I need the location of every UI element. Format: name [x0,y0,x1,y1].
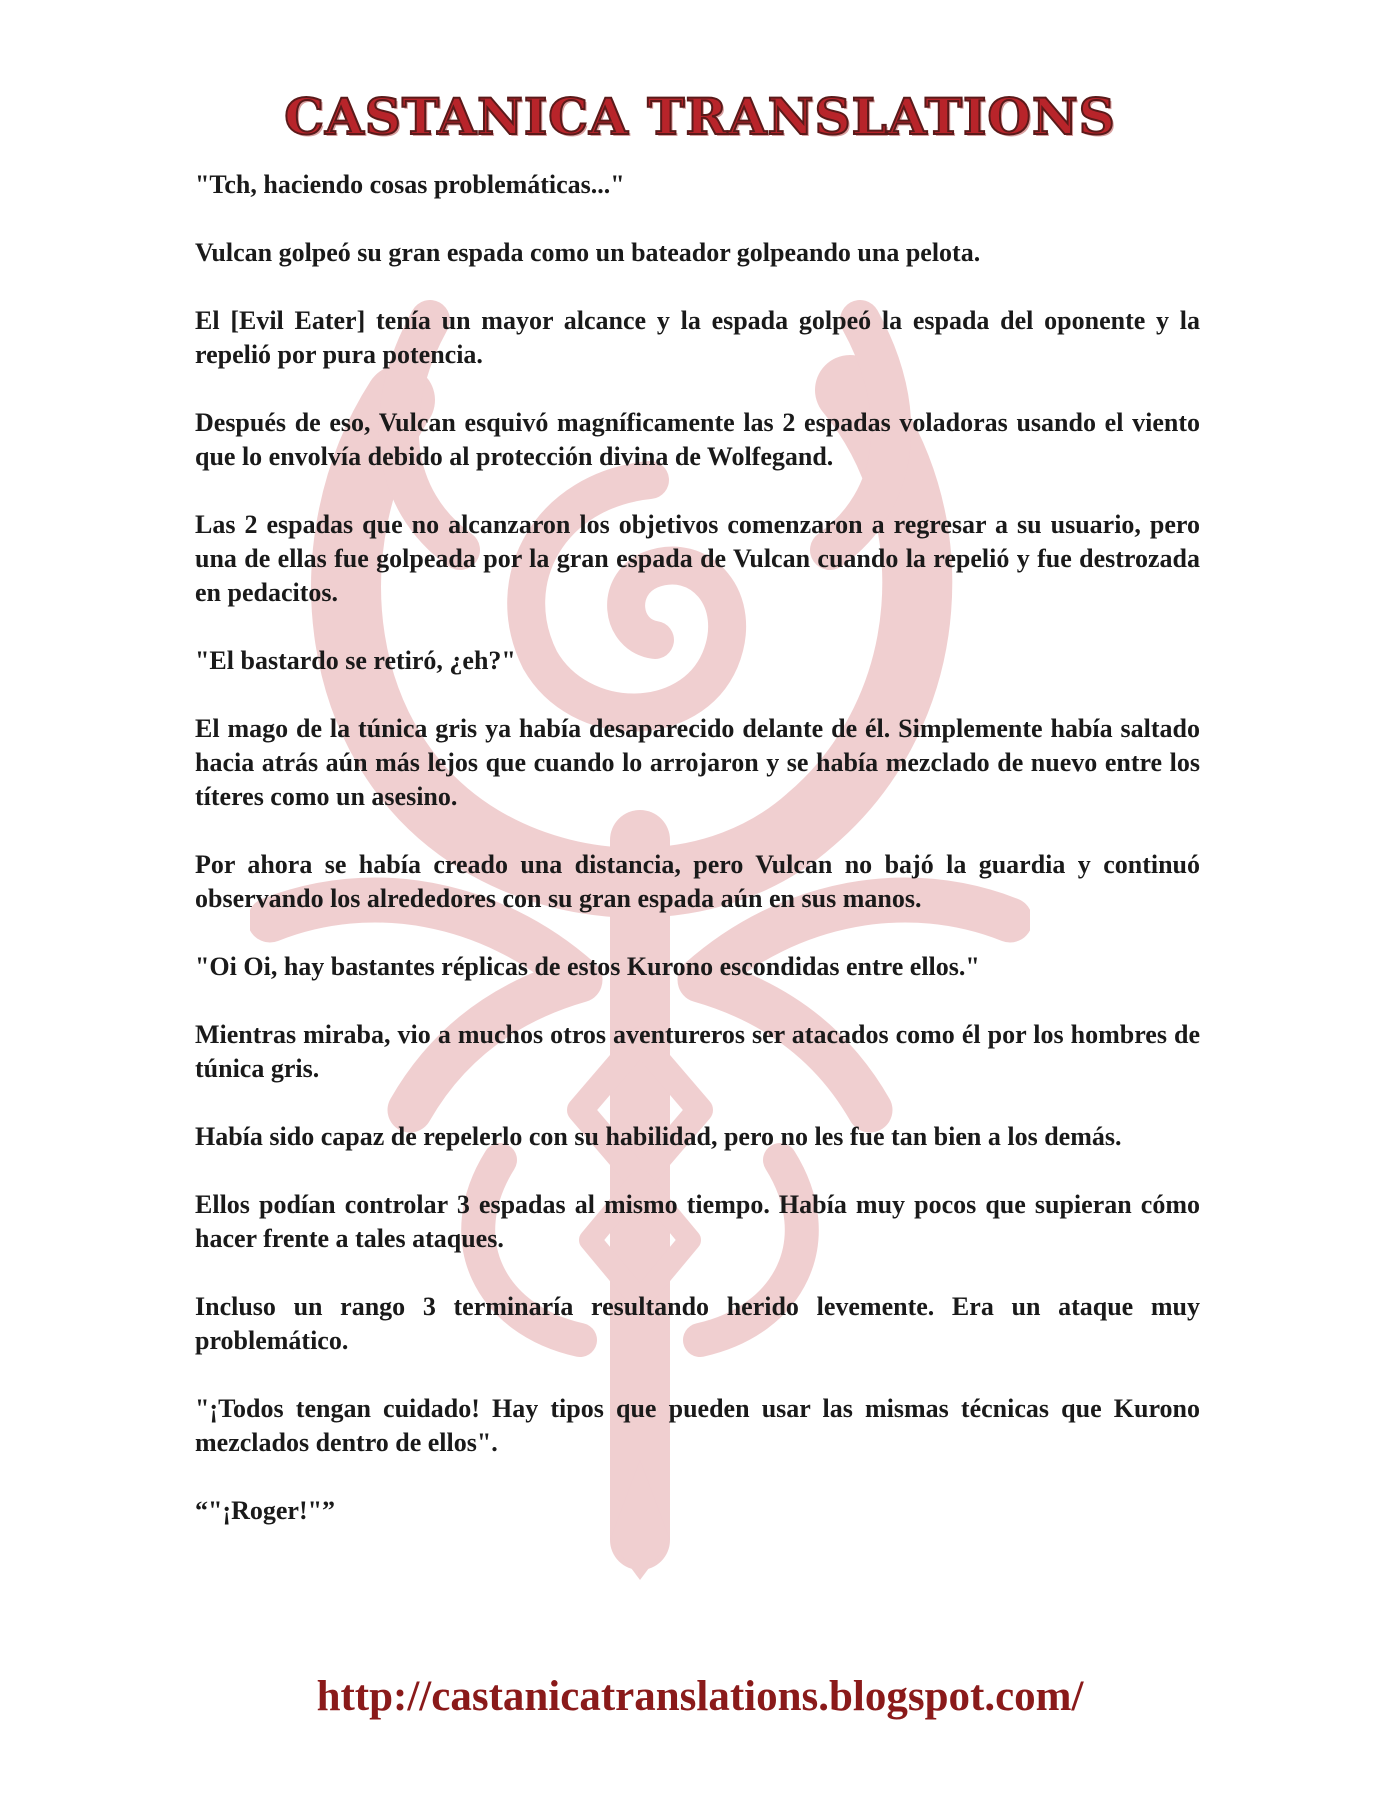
paragraph: Había sido capaz de repelerlo con su habilidad, pero no les fue tan bien a los demás. [195,1122,1122,1151]
paragraph: Por ahora se había creado una distancia, pero Vulcan no bajó la guardia y continuó observando los alrededores con su gran espada aún en sus manos. [195,850,1200,913]
paragraph: Las 2 espadas que no alcanzaron los objetivos comenzaron a regresar a su usuario, pero una de ellas fue golpeada por la gran espada de Vulcan cuando la repelió y fue destrozada en pedacitos. [195,510,1200,607]
site-title: CASTANICA TRANSLATIONS [284,87,1116,146]
paragraph: “"¡Roger!"” [195,1496,336,1525]
paragraph: "Oi Oi, hay bastantes réplicas de estos Kurono escondidas entre ellos." [195,952,980,981]
paragraph: "El bastardo se retiró, ¿eh?" [195,646,516,675]
paragraph: Incluso un rango 3 terminaría resultando herido levemente. Era un ataque muy problemático. [195,1292,1200,1355]
paragraph: "¡Todos tengan cuidado! Hay tipos que pueden usar las mismas técnicas que Kurono mezclados dentro de ellos". [195,1394,1200,1457]
paragraph: Ellos podían controlar 3 espadas al mismo tiempo. Había muy pocos que supieran cómo hacer frente a tales ataques. [195,1190,1200,1253]
paragraph: Mientras miraba, vio a muchos otros aventureros ser atacados como él por los hombres de túnica gris. [195,1020,1200,1083]
paragraph: El [Evil Eater] tenía un mayor alcance y la espada golpeó la espada del oponente y la repelió por pura potencia. [195,306,1200,369]
document-body [195,168,1200,1562]
paragraph: "Tch, haciendo cosas problemáticas..." [195,170,625,199]
footer-url-link[interactable]: http://castanicatranslations.blogspot.com/ [316,1673,1084,1720]
paragraph: El mago de la túnica gris ya había desaparecido delante de él. Simplemente había saltado hacia atrás aún más lejos que cuando lo arrojaron y se había mezclado de nuevo entre los títeres como un asesino. [195,714,1200,811]
paragraph: Después de eso, Vulcan esquivó magníficamente las 2 espadas voladoras usando el viento que lo envolvía debido al protección divina de Wolfegand. [195,408,1200,471]
paragraph: Vulcan golpeó su gran espada como un bateador golpeando una pelota. [195,238,981,267]
